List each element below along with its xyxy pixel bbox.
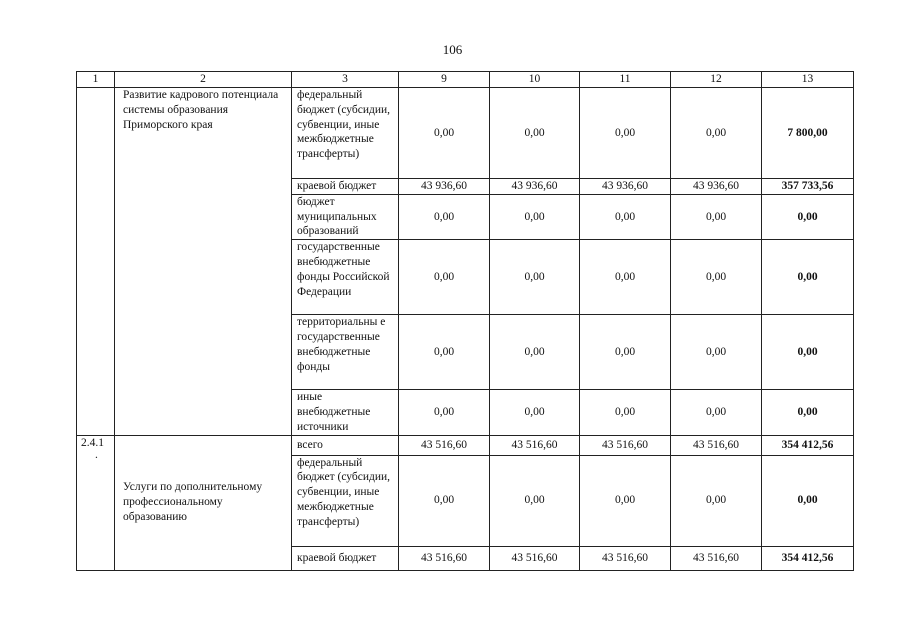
value-col-12: 0,00 xyxy=(671,240,762,315)
header-cell-12: 12 xyxy=(671,72,762,88)
value-col-9: 43 516,60 xyxy=(399,546,490,570)
value-col-11: 0,00 xyxy=(580,240,671,315)
value-col-12: 0,00 xyxy=(671,315,762,390)
value-total: 0,00 xyxy=(762,455,854,546)
budget-table xyxy=(76,71,854,571)
value-col-9: 43 516,60 xyxy=(399,435,490,455)
value-col-12: 43 936,60 xyxy=(671,179,762,195)
value-total: 0,00 xyxy=(762,194,854,239)
value-col-9: 0,00 xyxy=(399,315,490,390)
value-col-11: 43 516,60 xyxy=(580,546,671,570)
value-col-10: 43 516,60 xyxy=(490,546,580,570)
value-col-11: 0,00 xyxy=(580,455,671,546)
item-code-dot: . xyxy=(95,449,98,462)
value-col-9: 0,00 xyxy=(399,390,490,435)
header-cell-10: 10 xyxy=(490,72,580,88)
program-name: Развитие кадрового потенциала системы образования Приморского края xyxy=(115,88,292,436)
value-total: 0,00 xyxy=(762,315,854,390)
value-col-12: 43 516,60 xyxy=(671,546,762,570)
value-col-12: 43 516,60 xyxy=(671,435,762,455)
code-cell-empty xyxy=(77,88,115,436)
value-col-12: 0,00 xyxy=(671,194,762,239)
service-name: Услуги по дополнительному профессиональному образованию xyxy=(115,435,292,570)
funding-source: краевой бюджет xyxy=(292,546,399,570)
table-row xyxy=(77,88,854,179)
header-cell-2: 2 xyxy=(115,72,292,88)
value-total: 0,00 xyxy=(762,240,854,315)
funding-source: государственные внебюджетные фонды Российской Федерации xyxy=(292,240,399,315)
value-total: 357 733,56 xyxy=(762,179,854,195)
funding-source: территориальны е государственные внебюджетные фонды xyxy=(292,315,399,390)
table-row xyxy=(77,435,854,455)
value-col-10: 0,00 xyxy=(490,455,580,546)
value-col-9: 43 936,60 xyxy=(399,179,490,195)
value-col-11: 0,00 xyxy=(580,315,671,390)
value-col-10: 0,00 xyxy=(490,240,580,315)
page-number: 106 xyxy=(442,42,463,57)
funding-source: бюджет муниципальных образований xyxy=(292,194,399,239)
header-cell-9: 9 xyxy=(399,72,490,88)
value-col-9: 0,00 xyxy=(399,194,490,239)
value-total: 354 412,56 xyxy=(762,435,854,455)
funding-source: всего xyxy=(292,435,399,455)
value-col-12: 0,00 xyxy=(671,455,762,546)
value-col-11: 0,00 xyxy=(580,194,671,239)
value-total: 354 412,56 xyxy=(762,546,854,570)
header-cell-11: 11 xyxy=(580,72,671,88)
value-total: 0,00 xyxy=(762,390,854,435)
value-col-9: 0,00 xyxy=(399,240,490,315)
value-col-11: 0,00 xyxy=(580,88,671,179)
item-code-number: 2.4.1 xyxy=(81,436,104,449)
funding-source: краевой бюджет xyxy=(292,179,399,195)
funding-source: федеральный бюджет (субсидии, субвенции, иные межбюджетные трансферты) xyxy=(292,88,399,179)
header-cell-3: 3 xyxy=(292,72,399,88)
value-col-9: 0,00 xyxy=(399,88,490,179)
value-col-10: 0,00 xyxy=(490,390,580,435)
value-col-11: 43 936,60 xyxy=(580,179,671,195)
value-total: 7 800,00 xyxy=(762,88,854,179)
funding-source: федеральный бюджет (субсидии, субвенции, иные межбюджетные трансферты) xyxy=(292,455,399,546)
value-col-9: 0,00 xyxy=(399,455,490,546)
item-code xyxy=(77,435,115,570)
value-col-10: 0,00 xyxy=(490,88,580,179)
value-col-10: 43 936,60 xyxy=(490,179,580,195)
header-row xyxy=(77,72,854,88)
value-col-10: 0,00 xyxy=(490,315,580,390)
value-col-10: 43 516,60 xyxy=(490,435,580,455)
value-col-11: 43 516,60 xyxy=(580,435,671,455)
value-col-11: 0,00 xyxy=(580,390,671,435)
header-cell-13: 13 xyxy=(762,72,854,88)
value-col-12: 0,00 xyxy=(671,88,762,179)
header-cell-1: 1 xyxy=(77,72,115,88)
funding-source: иные внебюджетные источники xyxy=(292,390,399,435)
value-col-10: 0,00 xyxy=(490,194,580,239)
value-col-12: 0,00 xyxy=(671,390,762,435)
